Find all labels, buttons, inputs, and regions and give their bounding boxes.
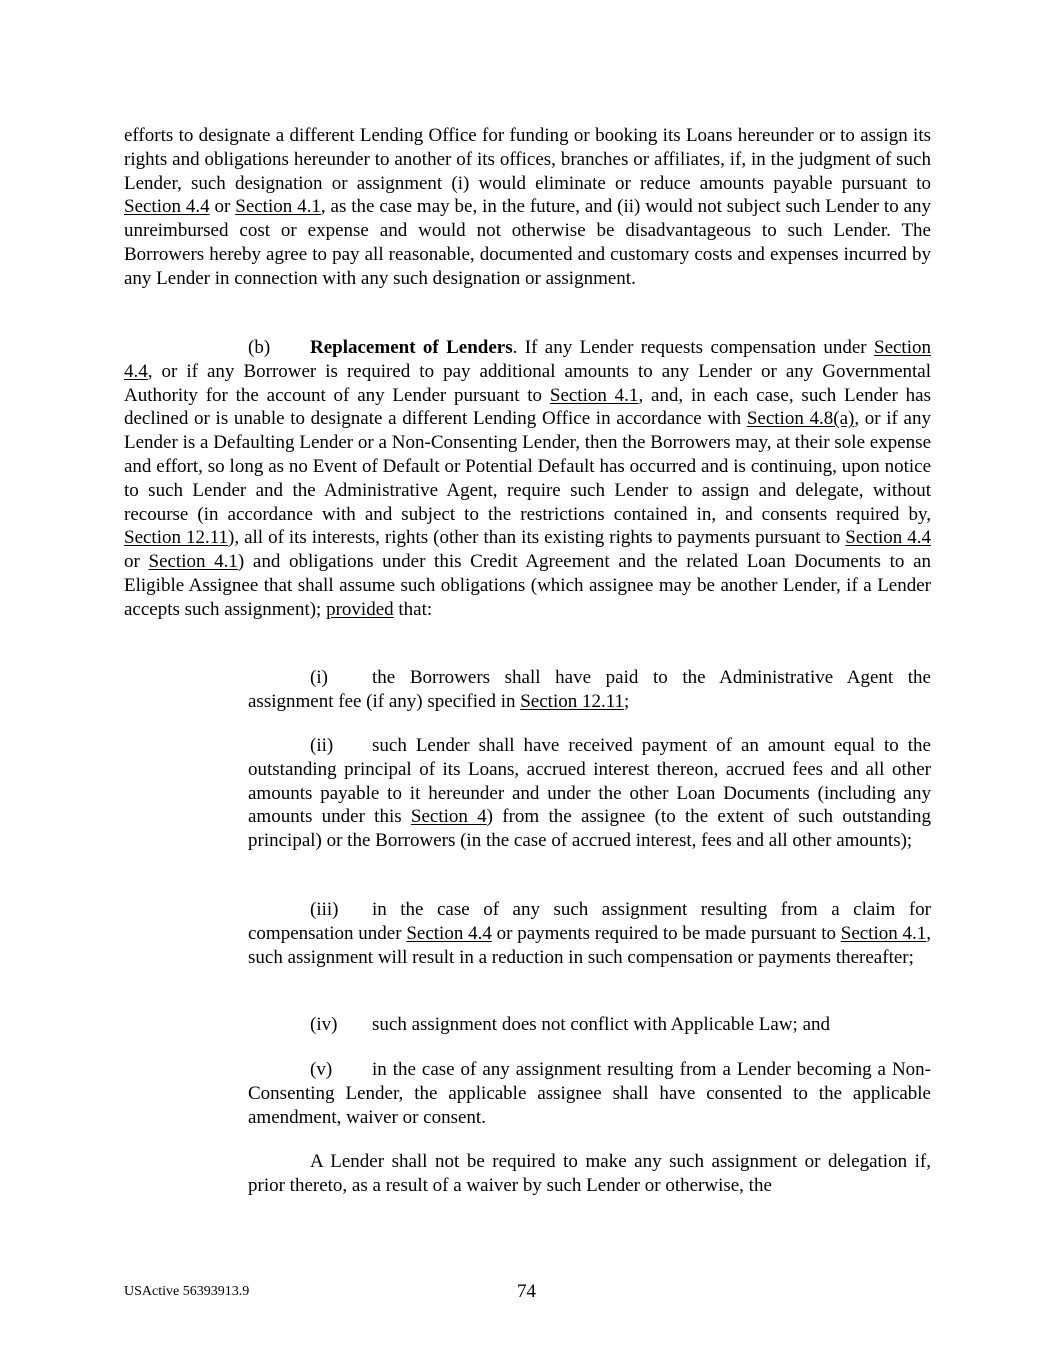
text: . If any Lender requests compensation under — [512, 337, 874, 358]
text: such Lender shall have received payment of an amount equal to the outstanding principal of its Loans, accrued interest thereon, accrued fees and all other amounts payable to it hereunder and under the other Loan Documents (including any amounts under this — [248, 735, 931, 828]
clause-number: (b) — [248, 337, 271, 358]
paragraph-no-assignment-required — [248, 1150, 931, 1198]
text: the Borrowers shall have paid to the Administrative Agent the assignment fee (if any) specified in — [248, 667, 931, 712]
section-link: Section 4 — [410, 806, 487, 828]
provided-term: provided — [326, 598, 394, 620]
clause-number: (iii) — [310, 899, 339, 920]
paragraph-lending-office — [124, 124, 931, 291]
text: ), all of its interests, rights (other than its existing rights to payments pursuant to — [228, 527, 846, 549]
section-link: Section 4.1 — [549, 384, 639, 406]
clause-number: (i) — [310, 667, 328, 688]
text: that: — [393, 598, 433, 620]
section-link: Section 4.4 — [406, 922, 492, 944]
text: , and, in each case, such Lender has declined or is unable to designate a different Lending Office in accordance with — [124, 384, 931, 430]
text: in the case of any such assignment resulting from a claim for compensation under — [248, 899, 931, 944]
text: or payments required to be made pursuant to — [491, 922, 841, 944]
section-link: Section 4.4 — [845, 527, 931, 549]
section-link: Section 4.1 — [235, 196, 321, 218]
text: ; — [624, 690, 630, 712]
document-id: USActive 56393913.9 — [124, 1284, 250, 1299]
text: , or if any Borrower is required to pay additional amounts to any Lender or any Governmental Authority for the account of any Lender pursuant to — [124, 360, 931, 406]
text: such assignment does not conflict with Applicable Law; and — [372, 1014, 831, 1035]
clause-heading: Replacement of Lenders — [310, 337, 513, 358]
page-number: 74 — [517, 1281, 536, 1302]
section-link: Section 4.8(a) — [746, 408, 855, 430]
subclause-iii — [248, 898, 931, 969]
clause-number: (v) — [310, 1059, 333, 1080]
paragraph-replacement-of-lenders — [124, 336, 931, 622]
text: or — [124, 551, 149, 573]
clause-number: (ii) — [310, 735, 334, 756]
text: or — [209, 196, 236, 218]
text: , as the case may be, in the future, and (ii) would not subject such Lender to any unreimbursed cost or expense and would not otherwise be disadvantageous to such Lender. The Borrowers hereby agree to pay all reasonable, documented and customary costs and expenses incurred by any Lender in connection with any such designation or assignment. — [124, 196, 932, 289]
clause-number: (iv) — [310, 1014, 338, 1035]
subclause-ii — [248, 734, 931, 853]
text: ) from the assignee (to the extent of such outstanding principal) or the Borrowers (in the case of accrued interest, fees and all other amounts); — [248, 806, 931, 852]
subclause-iv — [248, 1013, 931, 1037]
text: efforts to designate a different Lending Office for funding or booking its Loans hereunder or to assign its rights and obligations hereunder to another of its offices, branches or affiliates, if, in the judgment of such Lender, such designation or assignment (i) would eliminate or reduce amounts payable pursuant to — [124, 125, 931, 194]
section-link: Section 12.11 — [124, 527, 229, 549]
section-link: Section 4.4 — [124, 337, 931, 382]
subclause-i — [248, 666, 931, 714]
section-link: Section 4.1 — [840, 922, 927, 944]
section-link: Section 12.11 — [520, 690, 625, 712]
section-link: Section 4.4 — [124, 196, 210, 218]
text: ) and obligations under this Credit Agreement and the related Loan Documents to an Eligible Assignee that shall assume such obligations (which assignee may be another Lender, if a Lender accepts such assignment); — [124, 551, 931, 620]
subclause-v — [248, 1058, 931, 1129]
text: A Lender shall not be required to make any such assignment or delegation if, prior thereto, as a result of a waiver by such Lender or otherwise, the — [248, 1151, 931, 1196]
text: in the case of any assignment resulting from a Lender becoming a Non-Consenting Lender, the applicable assignee shall have consented to the applicable amendment, waiver or consent. — [248, 1059, 931, 1128]
section-link: Section 4.1 — [148, 551, 238, 573]
text: , such assignment will result in a reduction in such compensation or payments thereafter; — [248, 922, 932, 968]
text: , or if any Lender is a Defaulting Lender or a Non-Consenting Lender, then the Borrowers may, at their sole expense and effort, so long as no Event of Default or Potential Default has occurred and is continuing, upon notice to such Lender and the Administrative Agent, require such Lender to assign and delegate, without recourse (in accordance with and subject to the restrictions contained in, and consents required by, — [124, 408, 931, 525]
